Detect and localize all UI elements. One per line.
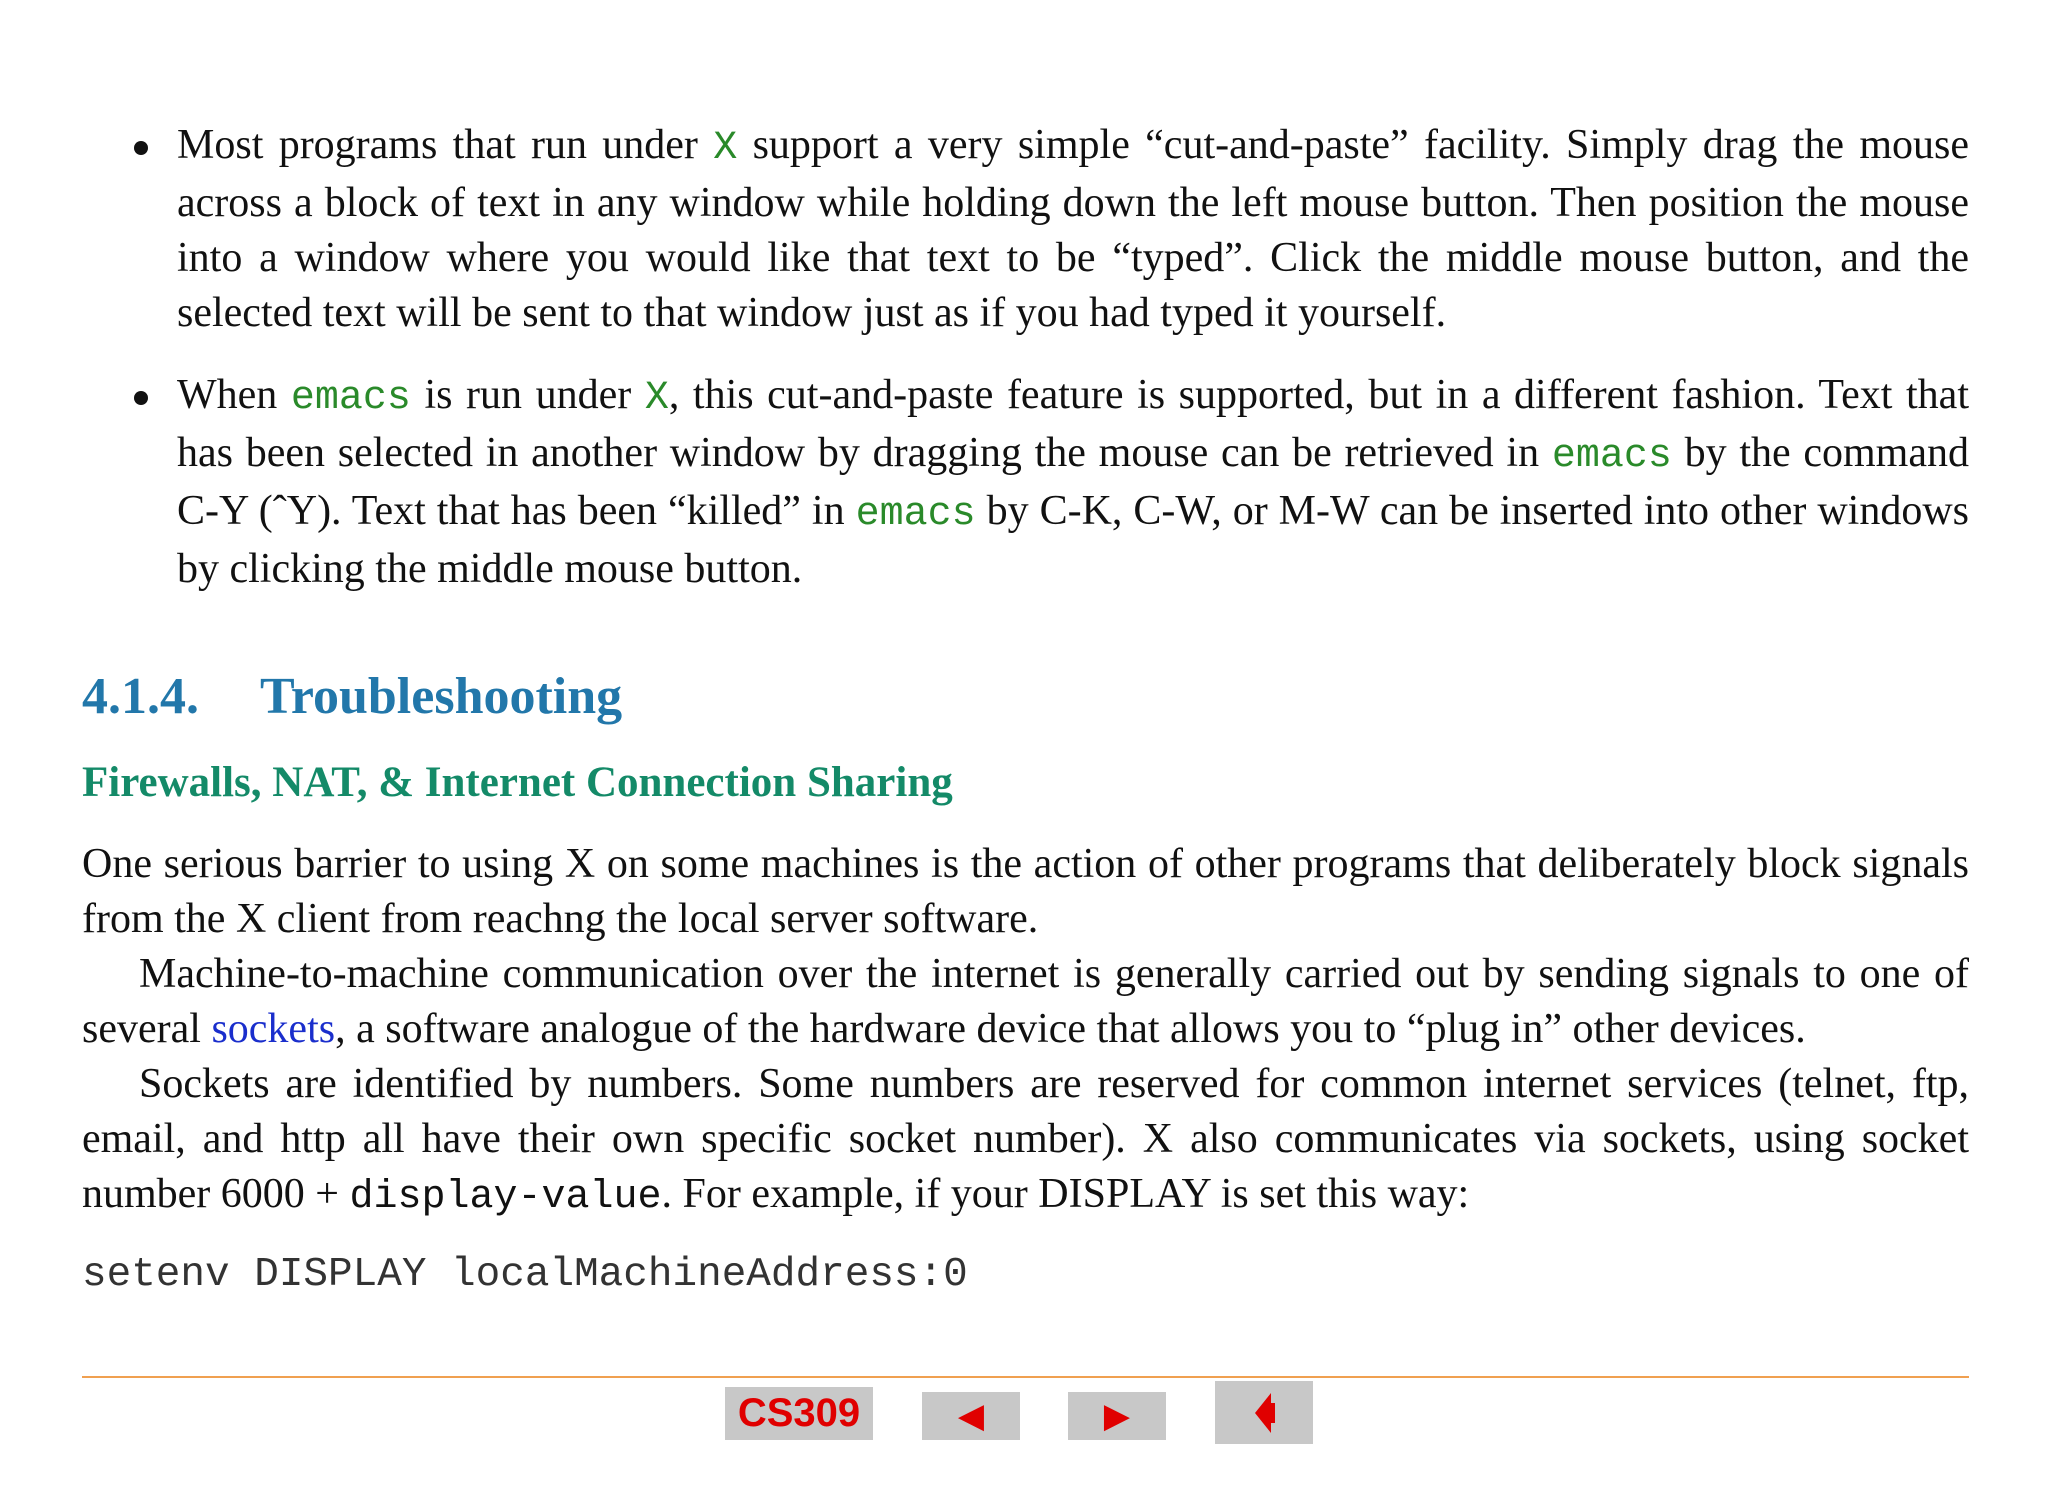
code-display-value: display-value: [349, 1175, 662, 1220]
code-emacs: emacs: [1551, 434, 1672, 479]
code-x: X: [713, 126, 738, 171]
left-arrow-icon: ◀: [957, 1397, 985, 1435]
sockets-link[interactable]: sockets: [211, 1006, 336, 1052]
paragraph-barrier: One serious barrier to using X on some machines is the action of other programs that deliberately block signals from the X client from reachng the local server software.: [82, 841, 1969, 942]
back-button[interactable]: [1215, 1381, 1313, 1444]
bullet-text: support a very simple “cut-and-paste” facility. Simply drag the mouse across a block of text in any window while holding down the left mouse button. Then position the mouse into a window where you would like that text to be “typed”. Click the middle mouse button, and the selected text will be sent to that window just as if you had typed it yourself.: [177, 122, 1969, 336]
code-emacs: emacs: [290, 376, 411, 421]
home-button[interactable]: CS309: [725, 1387, 873, 1440]
bullet-dot-icon: [134, 391, 148, 405]
section-heading: [82, 667, 1969, 727]
paragraph-socket-numbers: [82, 1057, 1969, 1225]
next-button[interactable]: [1068, 1392, 1166, 1440]
bullet-text: by C-K, C-W, or M-W can be inserted into other windows by clicking the middle mouse button.: [177, 488, 1969, 592]
slide-content: [82, 118, 1969, 1300]
bullet-list: [82, 118, 1969, 597]
paragraph-text: Sockets are identified by numbers. Some numbers are reserved for common internet services (telnet, ftp, email, and http all have their own specific socket number). X also communicates via sockets, using socket number: [82, 1061, 1969, 1217]
bullet-item-cut-paste: [82, 118, 1969, 341]
bullet-text: Most programs that run under: [177, 122, 714, 168]
paragraph-text: . For example, if your DISPLAY is set this way:: [661, 1171, 1470, 1217]
back-arrow-icon: [1249, 1391, 1279, 1435]
bullet-dot-icon: [134, 141, 148, 155]
footer-divider: [82, 1376, 1969, 1378]
subsection-heading: Firewalls, NAT, & Internet Connection Sharing: [82, 759, 953, 806]
paragraph-sockets: [82, 947, 1969, 1057]
code-x: X: [644, 376, 669, 421]
bullet-text: is run under: [410, 372, 645, 418]
bullet-item-emacs: [82, 368, 1969, 597]
section-title: Troubleshooting: [260, 668, 623, 725]
paragraph-text: Machine-to-machine communication over the internet is generally carried out by sending signals to one of several: [82, 951, 1969, 1052]
code-block: setenv DISPLAY localMachineAddress:0: [82, 1252, 968, 1298]
bullet-text: by the command C-Y (ˆY). Text that has been “killed” in: [177, 430, 1969, 534]
math-expression: 6000 +: [220, 1171, 350, 1217]
code-emacs: emacs: [855, 492, 976, 537]
paragraph-text: , a software analogue of the hardware device that allows you to “plug in” other devices.: [335, 1006, 1806, 1052]
section-number: 4.1.4.: [82, 668, 199, 725]
bullet-text: When: [177, 372, 291, 418]
previous-button[interactable]: [922, 1392, 1020, 1440]
bullet-text: , this cut-and-paste feature is supported, but in a different fashion. Text that has been selected in another window by dragging the mouse can be retrieved in: [177, 372, 1969, 476]
right-arrow-icon: ▶: [1103, 1397, 1131, 1435]
